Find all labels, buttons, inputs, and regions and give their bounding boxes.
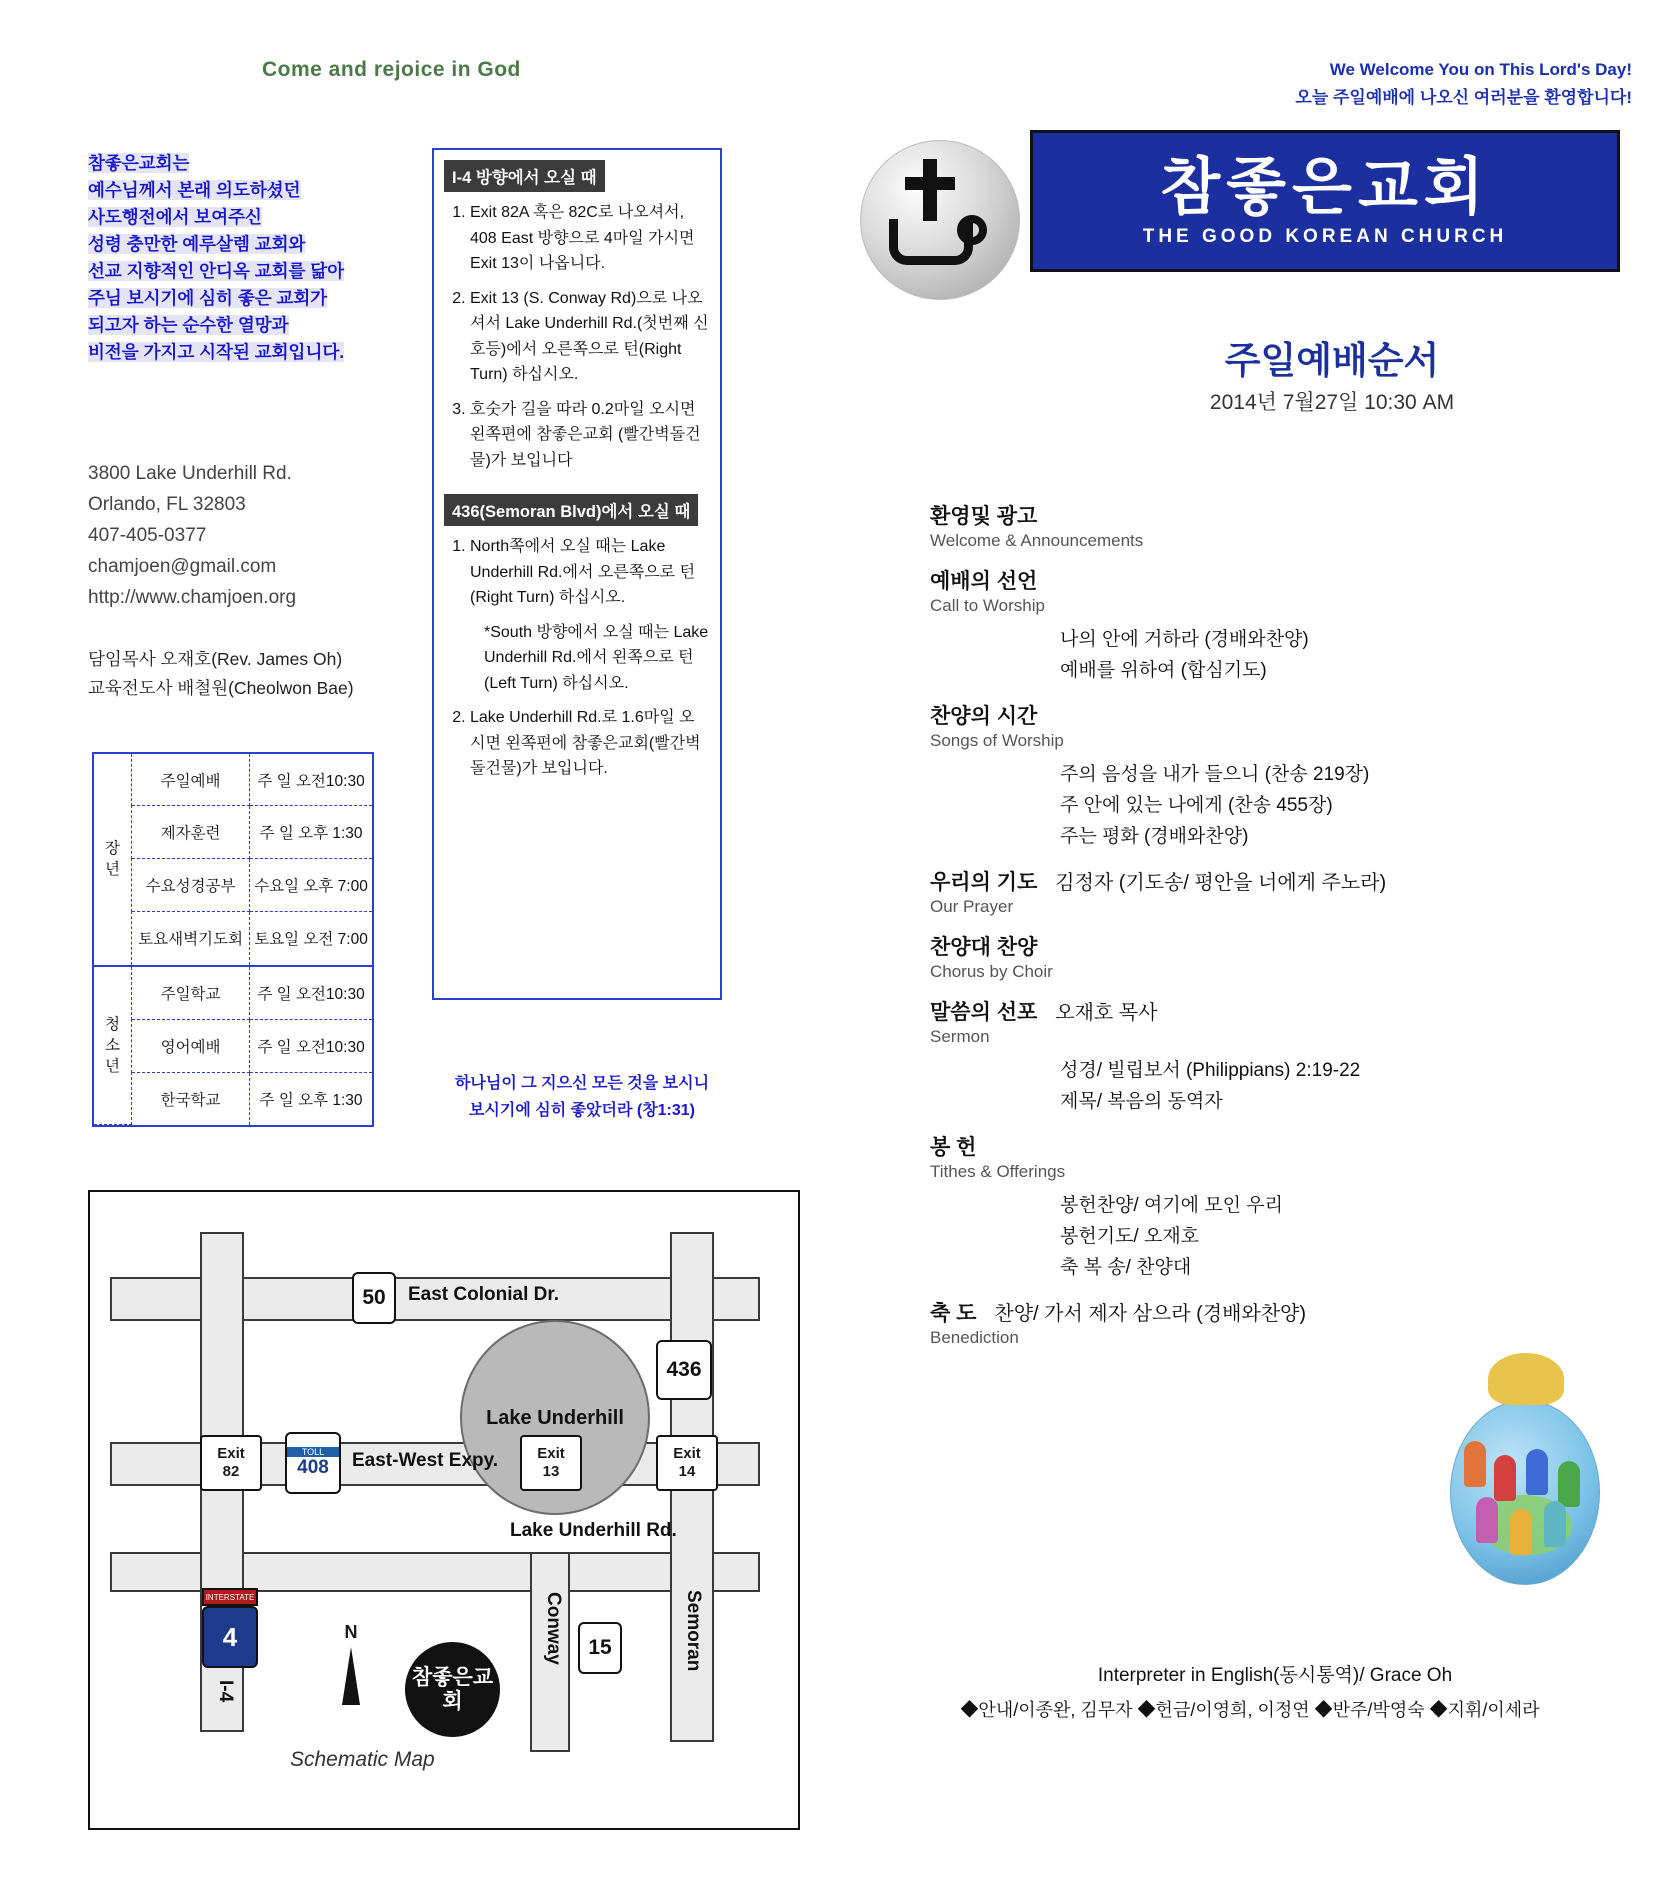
direction-note: *South 방향에서 오실 때는 Lake Underhill Rd.에서 왼쪽으로 턴(Left Turn) 하십시오. — [484, 623, 709, 692]
tagline-left: Come and rejoice in God — [262, 58, 521, 81]
schedule-name: 주일예배 — [132, 754, 250, 806]
directions-heading-436: 436(Semoran Blvd)에서 오실 때 — [444, 494, 698, 526]
schedule-name: 주일학교 — [132, 966, 250, 1020]
staff-line: 담임목사 오재호(Rev. James Oh) — [88, 649, 343, 669]
address-line: Orlando, FL 32803 — [88, 494, 246, 515]
service-item-korean: 환영및 광고 — [930, 505, 1038, 528]
welcome-block — [992, 60, 1632, 108]
exit-13-label: Exit — [537, 1445, 565, 1462]
schematic-map — [88, 1190, 800, 1830]
address-line: 3800 Lake Underhill Rd. — [88, 463, 292, 484]
interpreter-note: Interpreter in English(동시통역)/ Grace Oh — [1097, 1665, 1453, 1686]
verse-line-2: 보시기에 심히 좋았더라 (창1:31) — [468, 1102, 696, 1119]
service-subitem: 성경/ 빌립보서 (Philippians) 2:19-22 — [1060, 1060, 1361, 1081]
service-item-korean: 찬양대 찬양 — [930, 936, 1038, 959]
toll-number: 408 — [297, 1457, 329, 1478]
service-item-sublist — [1060, 1055, 1620, 1117]
table-row — [94, 966, 372, 1020]
intro-line: 예수님께서 본래 의도하셨던 — [88, 180, 301, 200]
service-item-english: Sermon — [930, 1027, 990, 1046]
address-line: http://www.chamjoen.org — [88, 587, 297, 608]
service-subitem: 제목/ 복음의 동역자 — [1060, 1091, 1223, 1112]
service-item-english: Tithes & Offerings — [930, 1162, 1066, 1181]
service-subitem: 축 복 송/ 찬양대 — [1060, 1257, 1192, 1278]
church-logo — [860, 130, 1620, 330]
table-row — [94, 1073, 372, 1125]
service-subitem: 나의 안에 거하라 (경배와찬양) — [1060, 629, 1309, 650]
child-figure — [1476, 1497, 1498, 1543]
north-arrow — [342, 1622, 360, 1705]
service-title: 주일예배순서 — [1224, 340, 1440, 381]
child-figure — [1558, 1461, 1580, 1507]
service-item — [930, 931, 1620, 982]
toll-label: TOLL — [287, 1447, 339, 1457]
bible-verse — [432, 1070, 732, 1124]
schedule-time: 주 일 오전10:30 — [250, 1020, 372, 1073]
intro-line: 참좋은교회는 — [88, 153, 190, 173]
intro-line: 비전을 가지고 시작된 교회입니다. — [88, 342, 345, 362]
order-of-service — [930, 500, 1620, 1362]
service-item-detail: 찬양/ 가서 제자 삼으라 (경배와찬양) — [994, 1303, 1307, 1325]
shield-sr50: 50 — [352, 1272, 396, 1324]
child-hair-icon — [1488, 1353, 1564, 1405]
direction-step: 1. North쪽에서 오실 때는 Lake Underhill Rd.에서 오른쪽으로 턴(Right Turn) 하십시오. — [470, 534, 710, 611]
schedule-time: 주 일 오전10:30 — [250, 966, 372, 1020]
address-line: chamjoen@gmail.com — [88, 556, 277, 577]
map-caption: Schematic Map — [290, 1748, 435, 1771]
service-item — [930, 700, 1620, 852]
child-figure — [1544, 1501, 1566, 1547]
service-item-sublist — [1060, 1190, 1620, 1283]
exit-14-number: 14 — [678, 1463, 696, 1480]
table-row — [94, 859, 372, 912]
service-item — [930, 1297, 1620, 1348]
interstate-banner: INTERSTATE — [202, 1588, 258, 1606]
service-subitem: 봉헌찬양/ 여기에 모인 우리 — [1060, 1195, 1284, 1216]
church-intro — [88, 150, 388, 366]
label-semoran: Semoran — [683, 1590, 704, 1672]
schedule-name: 토요새벽기도회 — [132, 912, 250, 966]
label-expressway: East-West Expy. — [352, 1450, 499, 1471]
service-item-korean: 봉 헌 — [930, 1136, 977, 1159]
directions-box — [432, 148, 722, 1000]
service-item-english: Songs of Worship — [930, 731, 1064, 750]
church-staff — [88, 645, 408, 703]
exit-13-number: 13 — [542, 1463, 560, 1480]
exit-14 — [656, 1435, 718, 1491]
church-name-english: THE GOOD KOREAN CHURCH — [1142, 226, 1508, 247]
schedule-name: 영어예배 — [132, 1020, 250, 1073]
table-row — [94, 912, 372, 966]
service-item-detail: 김정자 (기도송/ 평안을 너에게 주노라) — [1055, 872, 1387, 894]
cross-icon — [923, 159, 937, 221]
service-item — [930, 1131, 1620, 1283]
shield-sr15: 15 — [578, 1622, 622, 1674]
service-date: 2014년 7월27일 10:30 AM — [1209, 391, 1455, 414]
church-location-marker: 참좋은교회 — [405, 1642, 500, 1737]
service-item-english: Benediction — [930, 1328, 1019, 1347]
child-figure — [1510, 1509, 1532, 1555]
label-colonial: East Colonial Dr. — [408, 1284, 559, 1305]
service-item-korean: 찬양의 시간 — [930, 705, 1038, 728]
label-underhill: Lake Underhill Rd. — [510, 1520, 677, 1541]
schedule-group-label: 청 소 년 — [94, 966, 132, 1125]
direction-step: 1. Exit 82A 혹은 82C로 나오셔서, 408 East 방향으로 4마일 가시면 Exit 13이 나옵니다. — [470, 200, 710, 277]
service-item-english: Chorus by Choir — [930, 962, 1053, 981]
service-item-korean: 예배의 선언 — [930, 570, 1038, 593]
service-item — [930, 500, 1620, 551]
north-arrow-icon — [342, 1647, 360, 1705]
service-item-english: Our Prayer — [930, 897, 1014, 916]
directions-list-436 — [444, 534, 710, 782]
church-name-korean: 참좋은교회 — [1160, 153, 1490, 222]
church-address — [88, 458, 388, 613]
table-row — [94, 806, 372, 859]
schedule-group-label: 장 년 — [94, 754, 132, 966]
shield-sr436: 436 — [656, 1340, 712, 1400]
exit-82-label: Exit — [217, 1445, 245, 1462]
child-figure — [1526, 1449, 1548, 1495]
service-item-korean: 말씀의 선포 — [930, 1001, 1038, 1024]
table-row — [94, 754, 372, 806]
lake-underhill: Lake Underhill — [460, 1320, 650, 1515]
service-item — [930, 866, 1620, 917]
exit-82 — [200, 1435, 262, 1491]
direction-step: 2. Exit 13 (S. Conway Rd)으로 나오셔서 Lake Underhill Rd.(첫번째 신호등)에서 오른쪽으로 턴(Right Turn) 하십시오. — [470, 286, 710, 388]
service-item-korean: 축 도 — [930, 1302, 977, 1325]
church-emblem-icon — [860, 140, 1020, 300]
schedule-name: 제자훈련 — [132, 806, 250, 859]
schedule-table — [92, 752, 374, 1127]
service-subitem: 예배를 위하여 (합심기도) — [1060, 660, 1267, 681]
service-item-english: Call to Worship — [930, 596, 1045, 615]
service-item-sublist — [1060, 624, 1620, 686]
service-item — [930, 565, 1620, 686]
direction-step: 3. 호숫가 길을 따라 0.2마일 오시면 왼쪽편에 참좋은교회 (빨간벽돌건물)가 보입니다 — [470, 397, 710, 474]
address-line: 407-405-0377 — [88, 525, 207, 546]
service-item-korean: 우리의 기도 — [930, 871, 1038, 894]
intro-line: 선교 지향적인 안디옥 교회를 닮아 — [88, 261, 345, 281]
directions-heading-i4: I-4 방향에서 오실 때 — [444, 160, 605, 192]
intro-line: 주님 보시기에 심히 좋은 교회가 — [88, 288, 328, 308]
directions-list-i4 — [444, 200, 710, 473]
shield-i4: 4 — [202, 1606, 258, 1668]
verse-line-1: 하나님이 그 지으신 모든 것을 보시니 — [454, 1075, 710, 1092]
schedule-time: 주 일 오후 1:30 — [250, 1073, 372, 1125]
north-label: N — [344, 1622, 358, 1642]
service-subitem: 주는 평화 (경배와찬양) — [1060, 826, 1249, 847]
church-name-bar — [1030, 130, 1620, 272]
staff-line: 교육전도사 배철원(Cheolwon Bae) — [88, 678, 354, 698]
label-conway: Conway — [543, 1592, 564, 1665]
schedule-time: 주 일 오전10:30 — [250, 754, 372, 806]
intro-line: 사도행전에서 보여주신 — [88, 207, 262, 227]
service-item-sublist — [1060, 759, 1620, 852]
intro-line: 되고자 하는 순수한 열망과 — [88, 315, 289, 335]
schedule-time: 토요일 오전 7:00 — [250, 912, 372, 966]
schedule-name: 수요성경공부 — [132, 859, 250, 912]
intro-line: 성령 충만한 예루살렘 교회와 — [88, 234, 306, 254]
exit-14-label: Exit — [673, 1445, 701, 1462]
service-item-detail: 오재호 목사 — [1055, 1002, 1158, 1024]
service-item-english: Welcome & Announcements — [930, 531, 1144, 550]
exit-82-number: 82 — [222, 1463, 240, 1480]
service-subitem: 봉헌기도/ 오재호 — [1060, 1226, 1200, 1247]
schedule-time: 수요일 오후 7:00 — [250, 859, 372, 912]
circle-icon — [957, 215, 987, 245]
direction-step: 2. Lake Underhill Rd.로 1.6마일 오시면 왼쪽편에 참좋은교회(빨간벽돌건물)가 보입니다. — [470, 705, 710, 782]
service-volunteers: ◆안내/이종완, 김무자 ◆헌금/이영희, 이정연 ◆반주/박영숙 ◆지휘/이세라 — [960, 1700, 1540, 1720]
shield-toll-408 — [285, 1432, 341, 1494]
schedule-time: 주 일 오후 1:30 — [250, 806, 372, 859]
child-figure — [1494, 1455, 1516, 1501]
welcome-english: We Welcome You on This Lord's Day! — [1329, 60, 1632, 79]
service-subitem: 주 안에 있는 나에게 (찬송 455장) — [1060, 795, 1333, 816]
service-item — [930, 996, 1620, 1117]
schedule-name: 한국학교 — [132, 1073, 250, 1125]
welcome-korean: 오늘 주일예배에 나오신 여러분을 환영합니다! — [1295, 88, 1632, 107]
child-figure — [1464, 1441, 1486, 1487]
service-subitem: 주의 음성을 내가 들으니 (찬송 219장) — [1060, 764, 1370, 785]
exit-13 — [520, 1435, 582, 1491]
table-row — [94, 1020, 372, 1073]
label-i4: I-4 — [215, 1680, 236, 1703]
children-globe-illustration — [1440, 1345, 1605, 1595]
